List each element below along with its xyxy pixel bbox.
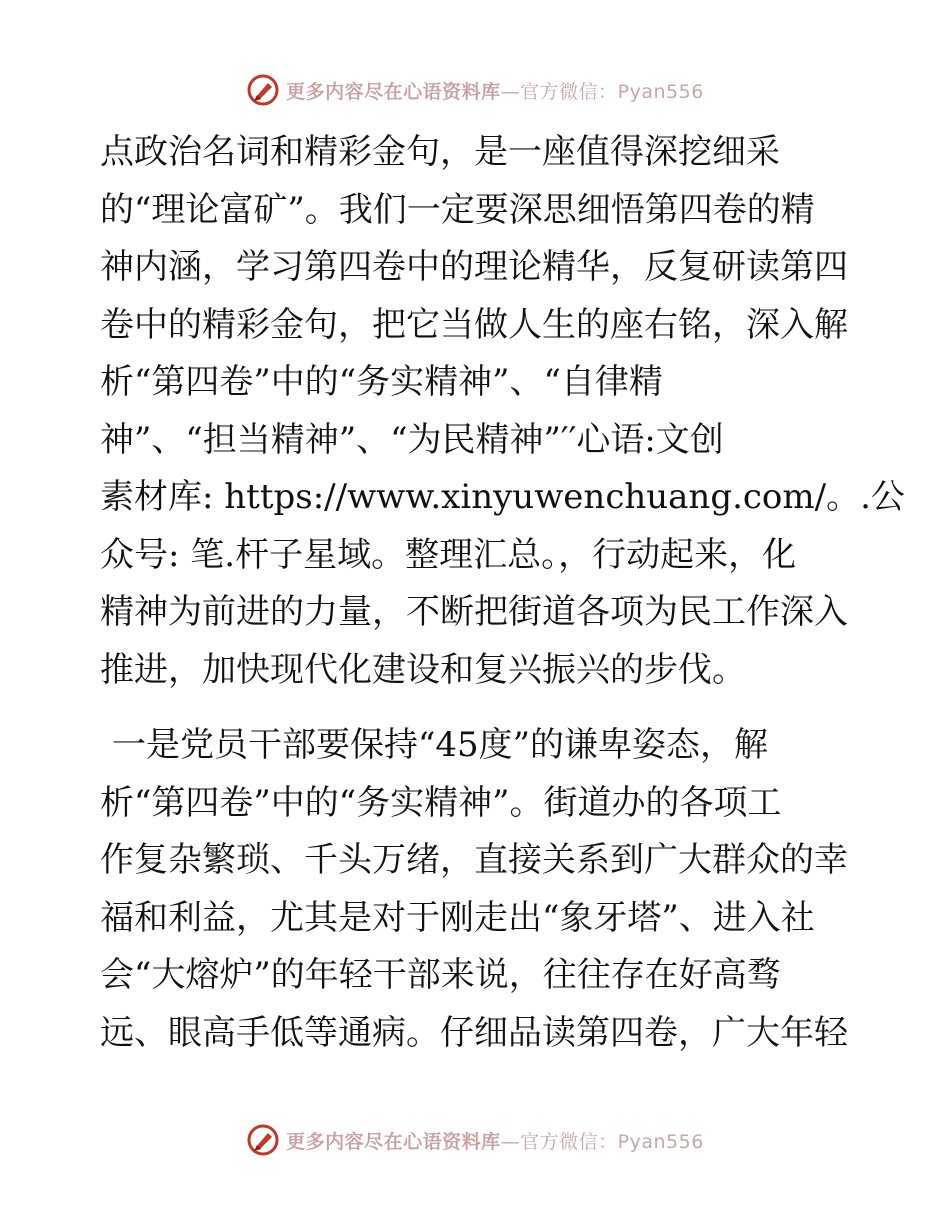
footer-banner xyxy=(0,1120,950,1160)
footer-banner-rest: —官方微信：Pyan556 xyxy=(500,1130,704,1153)
header-banner xyxy=(0,70,950,110)
footer-banner-text xyxy=(286,1127,704,1154)
text-line: 推进，加快现代化建设和复兴振兴的步伐。 xyxy=(100,649,746,690)
header-banner-text xyxy=(286,77,704,104)
text-line: 众号: 笔.杆子星域。整理汇总。，行动起来，化 xyxy=(100,534,797,575)
text-line: 作复杂繁琐、千头万绪，直接关系到广大群众的幸 xyxy=(100,840,848,880)
text-line: 一是党员干部要保持“45度”的谦卑姿态，解 xyxy=(112,725,769,765)
pen-nib-logo-icon xyxy=(246,1123,280,1157)
text-line: 析“第四卷”中的“务实精神”。街道办的各项工 xyxy=(100,782,782,823)
paragraph-gap xyxy=(100,699,860,717)
paragraph-1 xyxy=(100,124,905,699)
text-line: 会“大熔炉”的年轻干部来说，往往存在好高骛 xyxy=(100,955,781,995)
text-line: 卷中的精彩金句，把它当做人生的座右铭，深入解 xyxy=(100,304,848,345)
text-line: 神内涵，学习第四卷中的理论精华，反复研读第四 xyxy=(100,247,848,287)
text-line: 远、眼高手低等通病。仔细品读第四卷，广大年轻 xyxy=(100,1012,848,1053)
document-body xyxy=(100,124,905,1062)
text-line: 析“第四卷”中的“务实精神”、“自律精 xyxy=(100,362,663,402)
footer-banner-lead: 更多内容尽在心语资料库 xyxy=(286,1130,501,1153)
pen-nib-logo-icon xyxy=(246,73,280,107)
text-line: 素材库: https://www.xinyuwenchuang.com/。.公 xyxy=(100,477,905,517)
text-line: 点政治名词和精彩金句，是一座值得深挖细采 xyxy=(100,132,780,172)
text-line: 福和利益，尤其是对于刚走出“象牙塔”、进入社 xyxy=(100,897,815,938)
text-line: 的“理论富矿”。我们一定要深思细悟第四卷的精 xyxy=(100,189,815,230)
paragraph-2 xyxy=(100,717,860,1062)
text-line: 精神为前进的力量，不断把街道各项为民工作深入 xyxy=(100,592,848,632)
header-banner-lead: 更多内容尽在心语资料库 xyxy=(286,80,501,103)
header-banner-rest: —官方微信：Pyan556 xyxy=(500,80,704,103)
text-line: 神”、“担当精神”、“为民精神”′′心语:文创 xyxy=(100,419,724,460)
